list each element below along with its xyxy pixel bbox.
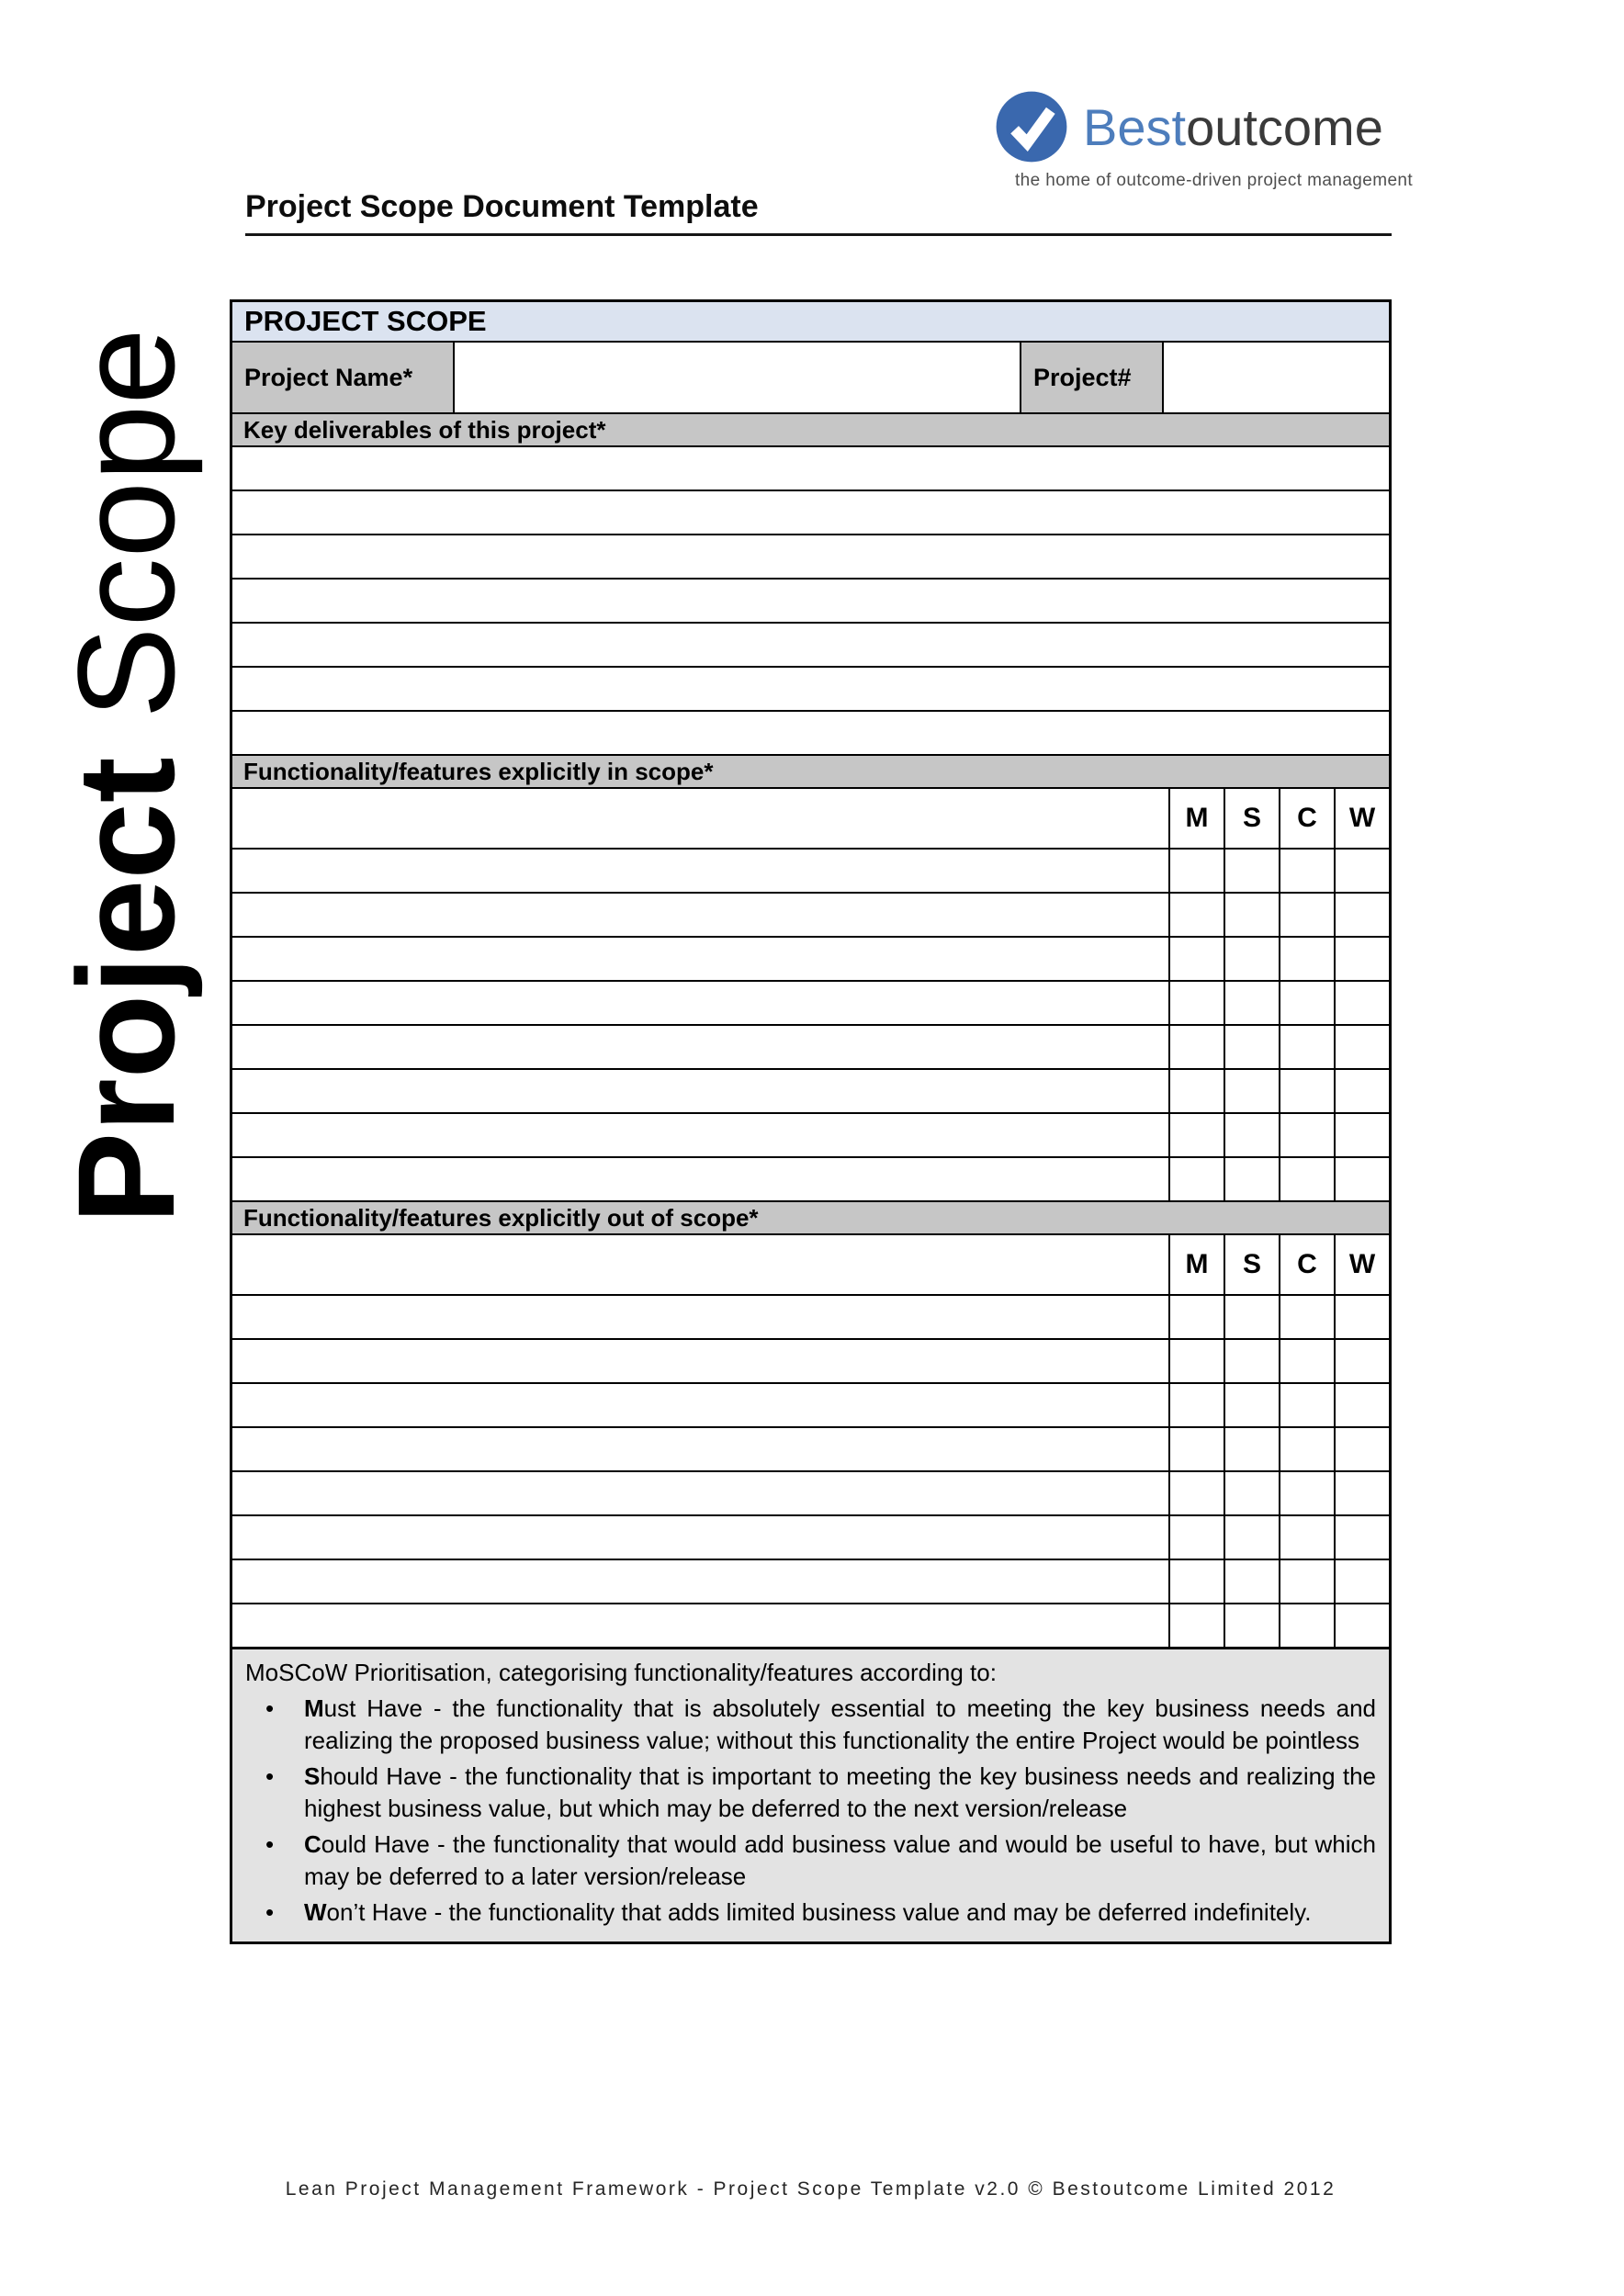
- priority-cell-w[interactable]: [1334, 1158, 1389, 1200]
- priority-cell-m[interactable]: [1168, 850, 1224, 892]
- priority-col-w: W: [1334, 789, 1389, 848]
- brand-wordmark: [1083, 97, 1383, 157]
- priority-cell-s[interactable]: [1224, 1114, 1279, 1156]
- priority-cell-m[interactable]: [1168, 1026, 1224, 1068]
- scope-row: [232, 892, 1389, 936]
- priority-cell-s[interactable]: [1224, 982, 1279, 1024]
- priority-cell-s[interactable]: [1224, 1296, 1279, 1338]
- priority-cell-c[interactable]: [1279, 1070, 1334, 1112]
- priority-cell-m[interactable]: [1168, 1472, 1224, 1514]
- scope-item-input[interactable]: [232, 1114, 1168, 1156]
- priority-cell-c[interactable]: [1279, 894, 1334, 936]
- priority-cell-m[interactable]: [1168, 1296, 1224, 1338]
- priority-cell-w[interactable]: [1334, 1026, 1389, 1068]
- priority-cell-c[interactable]: [1279, 1428, 1334, 1470]
- moscow-prioritisation-block: [232, 1647, 1389, 1941]
- priority-cell-s[interactable]: [1224, 1026, 1279, 1068]
- priority-cell-w[interactable]: [1334, 1384, 1389, 1426]
- priority-cell-m[interactable]: [1168, 938, 1224, 980]
- scope-item-input[interactable]: [232, 1026, 1168, 1068]
- scope-item-input[interactable]: [232, 1472, 1168, 1514]
- scope-row: [232, 1603, 1389, 1647]
- priority-cell-w[interactable]: [1334, 1340, 1389, 1382]
- priority-cell-w[interactable]: [1334, 1296, 1389, 1338]
- bullet-icon: •: [265, 1694, 275, 1722]
- moscow-bullet-must: • Must Have - the functionality that is absolutely essential to meeting the key business needs and realizing the proposed business value; without this functionality the entire Project would be pointless: [265, 1694, 1376, 1754]
- priority-cell-c[interactable]: [1279, 1516, 1334, 1559]
- priority-cell-s[interactable]: [1224, 1516, 1279, 1559]
- section-title-bar: PROJECT SCOPE: [232, 302, 1389, 341]
- scope-item-input[interactable]: [232, 1340, 1168, 1382]
- moscow-bullet-wont: • Won’t Have - the functionality that adds limited business value and may be deferred indefinitely.: [245, 1896, 1376, 1929]
- priority-cell-m[interactable]: [1168, 1340, 1224, 1382]
- scope-item-input[interactable]: [232, 1384, 1168, 1426]
- vertical-side-title: [49, 328, 203, 1224]
- brand-tagline: the home of outcome-driven project management: [1015, 171, 1414, 190]
- scope-item-input[interactable]: [232, 1604, 1168, 1647]
- priority-cell-w[interactable]: [1334, 938, 1389, 980]
- deliverable-row-input[interactable]: [232, 578, 1389, 622]
- priority-cell-w[interactable]: [1334, 1472, 1389, 1514]
- document-title: Project Scope Document Template: [245, 189, 759, 224]
- deliverable-row-input[interactable]: [232, 710, 1389, 754]
- priority-cell-w[interactable]: [1334, 982, 1389, 1024]
- title-underline: [245, 233, 1392, 236]
- deliverable-row-input[interactable]: [232, 622, 1389, 666]
- deliverable-row-input[interactable]: [232, 534, 1389, 578]
- scope-item-input[interactable]: [232, 1235, 1168, 1294]
- checkmark-icon: [995, 90, 1068, 163]
- bullet-icon: •: [265, 1830, 275, 1858]
- footer-text: Lean Project Management Framework - Project Scope Template v2.0 © Bestoutcome Limited 2012: [285, 2178, 1336, 2200]
- scope-row: [232, 1382, 1389, 1426]
- scope-row: [232, 980, 1389, 1024]
- out-scope-header: Functionality/features explicitly out of scope*: [232, 1200, 1389, 1233]
- priority-cell-c[interactable]: [1279, 982, 1334, 1024]
- priority-cell-m[interactable]: [1168, 1604, 1224, 1647]
- scope-row: [232, 1294, 1389, 1338]
- priority-cell-s[interactable]: [1224, 938, 1279, 980]
- moscow-bullet-should: • Should Have - the functionality that is important to meeting the key business needs and realizing the highest business value, but which may be deferred to the next version/release: [265, 1762, 1376, 1822]
- priority-col-m: M: [1168, 1235, 1224, 1294]
- project-scope-table: [230, 299, 1392, 1944]
- priority-col-c: C: [1279, 1235, 1334, 1294]
- priority-cell-c[interactable]: [1279, 1560, 1334, 1603]
- brand-logo: [995, 90, 1413, 191]
- scope-item-input[interactable]: [232, 789, 1168, 848]
- scope-row: [232, 1559, 1389, 1603]
- deliverable-row-input[interactable]: [232, 666, 1389, 710]
- priority-cell-c[interactable]: [1279, 1114, 1334, 1156]
- project-name-input[interactable]: [453, 343, 1020, 412]
- priority-cell-s[interactable]: [1224, 1428, 1279, 1470]
- moscow-bullet-could: • Could Have - the functionality that would add business value and would be useful to have, but which may be deferred to a later version/release: [265, 1830, 1376, 1890]
- project-name-label: Project Name*: [232, 343, 453, 412]
- priority-cell-s[interactable]: [1224, 1158, 1279, 1200]
- priority-cell-w[interactable]: [1334, 1428, 1389, 1470]
- priority-cell-c[interactable]: [1279, 1158, 1334, 1200]
- scope-row: [232, 1068, 1389, 1112]
- priority-cell-s[interactable]: [1224, 1340, 1279, 1382]
- priority-col-s: S: [1224, 1235, 1279, 1294]
- scope-item-input[interactable]: [232, 1428, 1168, 1470]
- priority-cell-c[interactable]: [1279, 1384, 1334, 1426]
- scope-row: [232, 1156, 1389, 1200]
- scope-row: [232, 1338, 1389, 1382]
- bullet-icon: •: [265, 1762, 275, 1790]
- scope-row: [232, 936, 1389, 980]
- key-deliverables-header: Key deliverables of this project*: [232, 412, 1389, 445]
- priority-col-m: M: [1168, 789, 1224, 848]
- vertical-word-scope: Scope: [49, 328, 203, 719]
- priority-cell-w[interactable]: [1334, 1516, 1389, 1559]
- priority-col-w: W: [1334, 1235, 1389, 1294]
- scope-item-input[interactable]: [232, 894, 1168, 936]
- scope-item-input[interactable]: [232, 938, 1168, 980]
- priority-cell-w[interactable]: [1334, 1070, 1389, 1112]
- priority-cell-m[interactable]: [1168, 894, 1224, 936]
- moscow-bullet-list: [245, 1693, 1376, 1929]
- scope-row: [232, 1024, 1389, 1068]
- priority-cell-m[interactable]: [1168, 1560, 1224, 1603]
- scope-item-input[interactable]: [232, 1296, 1168, 1338]
- scope-item-input[interactable]: [232, 1158, 1168, 1200]
- priority-col-s: S: [1224, 789, 1279, 848]
- deliverable-row-input[interactable]: [232, 445, 1389, 490]
- priority-cell-s[interactable]: [1224, 1384, 1279, 1426]
- priority-cell-s[interactable]: [1224, 1070, 1279, 1112]
- priority-cell-m[interactable]: [1168, 1114, 1224, 1156]
- scope-item-input[interactable]: [232, 982, 1168, 1024]
- priority-cell-m[interactable]: [1168, 1158, 1224, 1200]
- brand-word-best: Best: [1083, 97, 1187, 156]
- bullet-icon: •: [265, 1898, 275, 1926]
- in-scope-rows: [232, 848, 1389, 1200]
- priority-cell-w[interactable]: [1334, 1604, 1389, 1647]
- priority-cell-s[interactable]: [1224, 1604, 1279, 1647]
- priority-cell-c[interactable]: [1279, 1604, 1334, 1647]
- scope-item-input[interactable]: [232, 850, 1168, 892]
- priority-cell-s[interactable]: [1224, 850, 1279, 892]
- priority-cell-m[interactable]: [1168, 1428, 1224, 1470]
- project-number-input[interactable]: [1162, 343, 1389, 412]
- priority-cell-c[interactable]: [1279, 1026, 1334, 1068]
- scope-item-input[interactable]: [232, 1516, 1168, 1559]
- brand-word-outcome: outcome: [1186, 97, 1383, 156]
- priority-cell-s[interactable]: [1224, 1472, 1279, 1514]
- priority-cell-w[interactable]: [1334, 1560, 1389, 1603]
- priority-cell-c[interactable]: [1279, 850, 1334, 892]
- scope-row: [232, 1426, 1389, 1470]
- out-scope-rows: [232, 1294, 1389, 1647]
- priority-cell-w[interactable]: [1334, 850, 1389, 892]
- priority-col-c: C: [1279, 789, 1334, 848]
- deliverable-row-input[interactable]: [232, 490, 1389, 534]
- priority-cell-s[interactable]: [1224, 1560, 1279, 1603]
- in-scope-header: Functionality/features explicitly in scope*: [232, 754, 1389, 787]
- priority-cell-m[interactable]: [1168, 1070, 1224, 1112]
- priority-cell-s[interactable]: [1224, 894, 1279, 936]
- moscow-heading: MoSCoW Prioritisation, categorising functionality/features according to:: [245, 1659, 997, 1686]
- priority-cell-w[interactable]: [1334, 1114, 1389, 1156]
- scope-row: [232, 848, 1389, 892]
- project-name-row: [232, 341, 1389, 412]
- scope-row: [232, 1112, 1389, 1156]
- priority-cell-m[interactable]: [1168, 1516, 1224, 1559]
- scope-row: [232, 1470, 1389, 1514]
- scope-row: [232, 1514, 1389, 1559]
- priority-cell-m[interactable]: [1168, 1384, 1224, 1426]
- scope-item-input[interactable]: [232, 1560, 1168, 1603]
- out-scope-priority-header-row: [232, 1233, 1389, 1294]
- scope-item-input[interactable]: [232, 1070, 1168, 1112]
- priority-cell-c[interactable]: [1279, 1296, 1334, 1338]
- key-deliverables-rows: [232, 445, 1389, 754]
- vertical-word-project: Project: [49, 757, 203, 1224]
- project-number-label: Project#: [1020, 343, 1162, 412]
- priority-cell-w[interactable]: [1334, 894, 1389, 936]
- in-scope-priority-header-row: [232, 787, 1389, 848]
- priority-cell-c[interactable]: [1279, 938, 1334, 980]
- priority-cell-m[interactable]: [1168, 982, 1224, 1024]
- priority-cell-c[interactable]: [1279, 1472, 1334, 1514]
- priority-cell-c[interactable]: [1279, 1340, 1334, 1382]
